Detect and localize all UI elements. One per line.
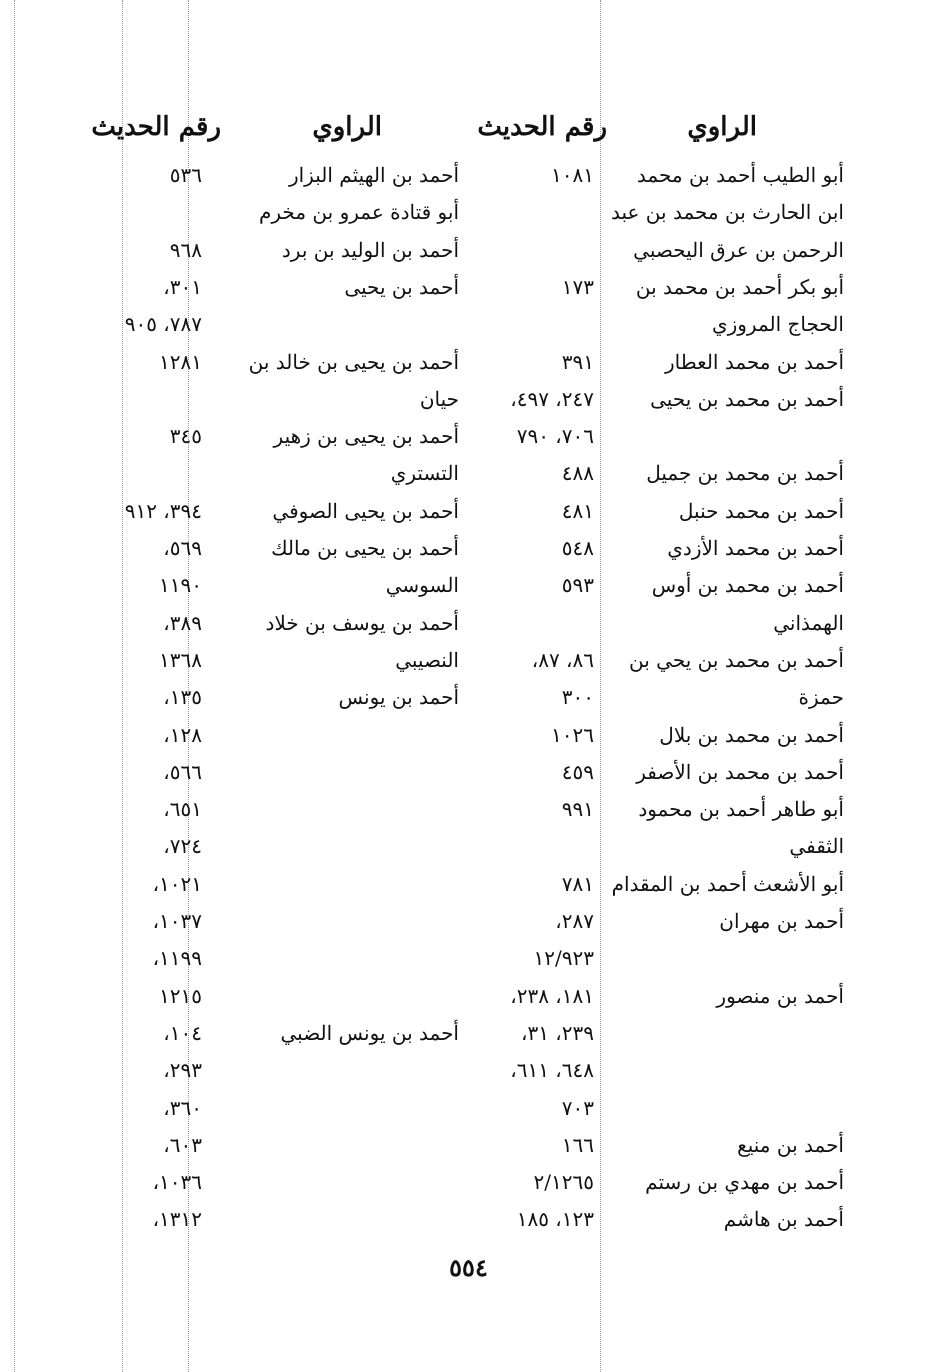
left-narrator-cell: [214, 828, 459, 865]
left-hadith-number-cell: ٦٠٣،: [163, 1133, 202, 1157]
right-hadith-number-cell: ٧٨١: [561, 872, 594, 896]
left-narrator-header: الراوي: [312, 112, 382, 142]
right-hadith-number-cell: ٨٦، ٨٧،: [531, 648, 594, 672]
right-hadith-number-cell: [484, 232, 594, 269]
left-hadith-number-cell: ١٢٨،: [163, 723, 202, 747]
right-hadith-number-cell: ٢٨٧،: [555, 909, 594, 933]
left-narrator-cell: [214, 306, 459, 343]
right-hadith-number-cell: [484, 605, 594, 642]
right-hadith-number-cell: ٧٠٣: [561, 1096, 594, 1120]
left-hadith-number-cell: ٦٥١،: [163, 797, 202, 821]
right-narrator-cell: أبو بكر أحمد بن محمد بن: [635, 275, 844, 299]
right-hadith-number-cell: ٢٣٩، ٣١،: [521, 1021, 594, 1045]
left-narrator-cell: أحمد بن الوليد بن برد: [281, 238, 459, 262]
left-narrator-cell: أحمد بن يحيى: [344, 275, 459, 299]
right-hadith-number-cell: ١٠٢٦: [551, 723, 594, 747]
left-narrator-cell: [214, 978, 459, 1015]
left-hadith-number-cell: ٥٦٦،: [163, 760, 202, 784]
right-narrator-cell: [599, 1052, 844, 1089]
left-narrator-cell: [214, 1052, 459, 1089]
right-narrator-cell: الحجاج المروزي: [711, 312, 844, 336]
left-hadith-number-cell: ١٣٥،: [163, 685, 202, 709]
left-narrator-cell: أبو قتادة عمرو بن مخرم: [259, 200, 459, 224]
right-hadith-number-cell: ٢٤٧، ٤٩٧،: [510, 387, 594, 411]
right-narrator-cell: أحمد بن محمد بن جميل: [646, 461, 844, 485]
right-hadith-number-cell: ١٦٦: [561, 1133, 594, 1157]
left-hadith-number-cell: ١٠٤،: [163, 1021, 202, 1045]
right-narrator-cell: أحمد بن محمد بن أوس: [651, 573, 844, 597]
left-narrator-cell: [214, 1201, 459, 1238]
right-narrator-cell: أبو طاهر أحمد بن محمود: [638, 797, 844, 821]
left-narrator-cell: أحمد بن يحيى بن زهير: [273, 424, 459, 448]
right-hadith-number-cell: ١٢٣، ١٨٥: [516, 1207, 594, 1231]
left-hadith-number-cell: ٣٠١،: [163, 275, 202, 299]
left-narrator-cell: حيان: [419, 387, 459, 411]
far-left-edge-line: [14, 0, 15, 1372]
right-hadith-number-cell: ١٢/٩٢٣: [533, 946, 594, 970]
right-narrator-cell: الرحمن بن عرق اليحصبي: [633, 238, 844, 262]
right-narrator-cell: الهمذاني: [773, 611, 844, 635]
right-hadith-number-cell: [484, 306, 594, 343]
right-narrator-cell: أحمد بن مهران: [719, 909, 844, 933]
left-hadith-number-cell: ١٠٣٧،: [152, 909, 202, 933]
right-number-header: رقم الحديث: [477, 112, 607, 142]
right-narrator-cell: أحمد بن محمد العطار: [665, 350, 844, 374]
left-narrator-cell: أحمد بن يحيى بن مالك: [271, 536, 459, 560]
left-hadith-number-cell: ١١٩٩،: [152, 946, 202, 970]
left-hadith-number-cell: ٧٢٤،: [163, 834, 202, 858]
right-hadith-number-cell: ١٠٨١: [551, 163, 594, 187]
left-hadith-number-cell: ١٠٢١،: [152, 872, 202, 896]
right-narrator-cell: أحمد بن محمد بن يحي بن: [629, 648, 844, 672]
right-narrator-cell: [599, 1090, 844, 1127]
left-hadith-number-cell: ٥٦٩،: [163, 536, 202, 560]
left-narrator-cell: [214, 940, 459, 977]
left-narrator-cell: التستري: [390, 461, 459, 485]
right-hadith-number-cell: ٤٨١: [561, 499, 594, 523]
right-narrator-cell: أحمد بن محمد بن بلال: [659, 723, 844, 747]
left-hadith-number-cell: [72, 194, 202, 231]
left-narrator-cell: [214, 1090, 459, 1127]
left-narrator-cell: [214, 866, 459, 903]
right-narrator-cell: [599, 1015, 844, 1052]
right-hadith-number-cell: ٦٤٨، ٦١١،: [510, 1058, 594, 1082]
right-hadith-number-cell: ١٧٣: [561, 275, 594, 299]
left-hadith-number-cell: ٥٣٦: [169, 163, 202, 187]
right-hadith-number-cell: ٧٠٦، ٧٩٠: [516, 424, 594, 448]
left-hadith-number-cell: ٣٤٥: [169, 424, 202, 448]
right-narrator-cell: أحمد بن هاشم: [723, 1207, 844, 1231]
right-narrator-cell: ابن الحارث بن محمد بن عبد: [610, 200, 844, 224]
right-hadith-number-cell: ٥٩٣: [561, 573, 594, 597]
left-hadith-number-cell: ٢٩٣،: [163, 1058, 202, 1082]
right-hadith-number-cell: ٩٩١: [561, 797, 594, 821]
left-hadith-number-cell: ١٣٦٨: [159, 648, 202, 672]
right-hadith-number-cell: ٢/١٢٦٥: [533, 1170, 594, 1194]
right-narrator-header: الراوي: [687, 112, 757, 142]
right-hadith-number-cell: ١٨١، ٢٣٨،: [510, 984, 594, 1008]
left-hadith-number-cell: ٣٩٤، ٩١٢: [124, 499, 202, 523]
left-narrator-cell: أحمد بن يونس الضبي: [280, 1021, 459, 1045]
right-hadith-number-cell: ٣٩١: [561, 350, 594, 374]
left-narrator-cell: [214, 717, 459, 754]
left-narrator-cell: [214, 1127, 459, 1164]
left-narrator-cell: النصيبي: [395, 648, 459, 672]
left-narrator-cell: [214, 1164, 459, 1201]
right-narrator-cell: أبو الأشعث أحمد بن المقدام: [611, 872, 844, 896]
left-hadith-number-cell: ٣٦٠،: [163, 1096, 202, 1120]
left-narrator-cell: أحمد بن يوسف بن خلاد: [265, 611, 459, 635]
right-narrator-cell: أحمد بن منيع: [737, 1133, 844, 1157]
left-hadith-number-cell: ٧٨٧، ٩٠٥: [124, 312, 202, 336]
right-hadith-number-cell: ٤٥٩: [561, 760, 594, 784]
left-hadith-number-cell: ١٢١٥: [159, 984, 202, 1008]
left-narrator-cell: أحمد بن يونس: [338, 685, 459, 709]
right-hadith-number-cell: [484, 828, 594, 865]
right-hadith-number-cell: ٥٤٨: [561, 536, 594, 560]
left-narrator-cell: أحمد بن يحيى الصوفي: [272, 499, 459, 523]
left-hadith-number-cell: ٣٨٩،: [163, 611, 202, 635]
right-narrator-cell: أبو الطيب أحمد بن محمد: [636, 163, 844, 187]
right-narrator-cell: حمزة: [798, 685, 844, 709]
right-narrator-cell: الثقفي: [789, 834, 844, 858]
right-narrator-cell: أحمد بن محمد بن الأصفر: [636, 760, 844, 784]
left-hadith-number-cell: ١٣١٢،: [152, 1207, 202, 1231]
left-hadith-number-cell: [72, 381, 202, 418]
right-narrator-cell: أحمد بن محمد الأزدي: [667, 536, 844, 560]
right-narrator-cell: أحمد بن محمد بن يحيى: [650, 387, 844, 411]
left-hadith-number-cell: ٩٦٨: [169, 238, 202, 262]
left-narrator-cell: [214, 754, 459, 791]
left-narrator-cell: أحمد بن الهيثم البزار: [288, 163, 459, 187]
right-hadith-number-cell: [484, 194, 594, 231]
left-narrator-cell: السوسي: [385, 573, 459, 597]
left-narrator-cell: [214, 903, 459, 940]
right-narrator-cell: أحمد بن مهدي بن رستم: [645, 1170, 844, 1194]
left-hadith-number-cell: [72, 455, 202, 492]
left-number-header: رقم الحديث: [91, 112, 221, 142]
left-hadith-number-cell: ١٢٨١: [159, 350, 202, 374]
right-narrator-cell: أحمد بن منصور: [716, 984, 844, 1008]
right-hadith-number-cell: ٤٨٨: [561, 461, 594, 485]
right-narrator-cell: [599, 418, 844, 455]
right-hadith-number-cell: ٣٠٠: [561, 685, 594, 709]
right-narrator-cell: أحمد بن محمد حنبل: [678, 499, 844, 523]
left-hadith-number-cell: ١٠٣٦،: [152, 1170, 202, 1194]
left-hadith-number-cell: ١١٩٠: [159, 573, 202, 597]
left-narrator-cell: [214, 791, 459, 828]
right-narrator-cell: [599, 940, 844, 977]
left-narrator-cell: أحمد بن يحيى بن خالد بن: [248, 350, 459, 374]
page-number: ٥٥٤: [449, 1253, 488, 1282]
